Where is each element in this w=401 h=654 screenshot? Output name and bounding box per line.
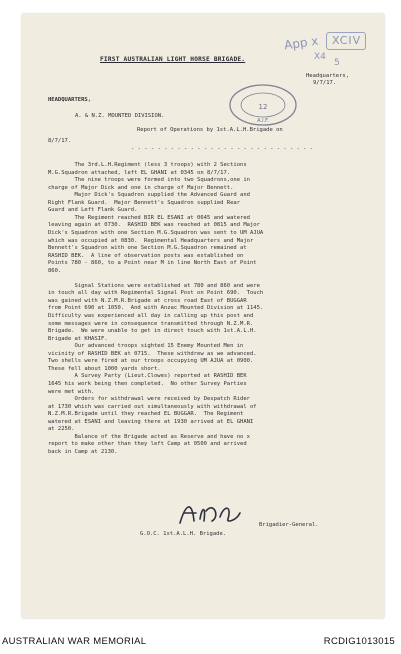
header-headquarters: Headquarters,	[306, 73, 350, 79]
body-line: report to make other than they left Camp at 0500 and arrived	[48, 441, 247, 448]
body-line: Points 780 - 860, to a Point near M in line North East of Point	[48, 260, 257, 267]
body-line: back in Camp at 2130.	[48, 448, 118, 455]
addressee-line-2: A. & N.Z. MOUNTED DIVISION.	[75, 113, 165, 119]
body-line: Major Dick's Squadron supplied the Advanced Guard and	[48, 192, 250, 199]
body-line: Difficulty was experienced all day in calling up this post and	[48, 313, 254, 319]
body-line: M.G.Squadron attached, left EL GHANI at 0345 on 8/7/17.	[48, 169, 231, 176]
body-line: The Regiment reached BIR EL ESANI at 0645 and watered	[48, 214, 250, 221]
body-line: in touch all day with Regimental Signal Post on Point 690. Touch	[48, 290, 264, 297]
body-line: RASHID BEK. A line of observation posts was established on	[48, 252, 244, 259]
body-line: A Survey Party (Lieut.Clowes) reported at RASHID BEK	[48, 373, 247, 380]
body-line: vicinity of RASHID BEK at 0715. These withdrew as we advanced.	[48, 350, 257, 357]
addressee-line-1: HEADQUARTERS,	[48, 97, 92, 103]
body-line: Two shells were fired at our troops occupying UM AJUA at 0900.	[48, 358, 254, 365]
body-line: 860.	[48, 267, 62, 274]
receipt-stamp	[228, 83, 298, 127]
body-line: which was occupied at 0830. Regimental Headquarters and Major	[48, 237, 254, 244]
body-line: leaving again at 0730. RASHID BEK was reached at 0815 and Major	[48, 222, 260, 229]
body-line: Our advanced troops sighted 15 Enemy Mounted Men in	[48, 343, 244, 350]
stamp-number: 12	[258, 103, 268, 111]
body-line: Brigade. We were unable to get in direct touch with 1st.A.L.H.	[48, 328, 257, 335]
body-line: at 1730 which was carried out simultaneously with withdrawal of	[48, 403, 257, 410]
signature	[176, 497, 246, 529]
subject-line: Report of Operations by 1st.A.L.H.Brigade on	[137, 127, 283, 133]
folio-number: XCIV	[332, 34, 362, 47]
body-line: was gained with N.Z.M.R.Brigade at cross road East of BUGGAR	[48, 297, 247, 304]
body-line: Dick's Squadron with one Section M.G.Squadron was sent to UM AJUA	[48, 229, 264, 236]
body-line: Bennett's Squadron with one Section M.G.Squadron remained at	[48, 245, 247, 252]
body-line: N.Z.M.R.Brigade until they reached EL BUGGAR. The Regiment	[48, 411, 244, 418]
body-line: The nine troops were formed into two Squadrons,one in	[48, 177, 250, 184]
body-line: some messages were in consequence transmitted through N.Z.M.R.	[48, 320, 254, 327]
body-line: charge of Major Dick and one in charge of Major Bennett.	[48, 184, 234, 191]
body-line: Right Flank Guard. Major Bennett's Squadron supplied Rear	[48, 199, 241, 206]
footer-record-id: RCDIG1013015	[323, 636, 395, 647]
body-line: Balance of the Brigade acted as Reserve and have no x	[48, 433, 250, 440]
body-line: The 3rd.L.H.Regiment (less 3 troops) with 2 Sections	[48, 162, 247, 168]
body-line: Guard and Left Flank Guard.	[48, 207, 138, 214]
pencil-annotation-prefix: App x	[283, 33, 320, 53]
footer-institution: AUSTRALIAN WAR MEMORIAL	[2, 636, 147, 647]
header-date: 9/7/17.	[313, 80, 337, 86]
stamp-aif: A.I.F.	[257, 118, 269, 124]
document-title: FIRST AUSTRALIAN LIGHT HORSE BRIGADE.	[100, 56, 246, 63]
body-line: 1645 his work being then completed. No other Survey Parties	[48, 380, 247, 387]
body-line: Brigade at KHASIF.	[48, 335, 108, 342]
signoff-rank: Brigadier-General.	[259, 522, 319, 528]
body-line: from Point 690 at 1050. And with Anzac Mounted Division at 1145.	[48, 305, 264, 312]
divider-line: - - - - - - - - - - - - - - - - - - - - - - - - - - - -	[131, 146, 314, 152]
signoff-title: G.O.C. 1st.A.L.H. Brigade.	[140, 531, 227, 537]
body-line: Signal Stations were established at 780 and 860 and were	[48, 282, 260, 289]
body-line: at 2250.	[48, 426, 75, 433]
body-line: watered at ESANI and leaving there at 1930 arrived at EL GHANI	[48, 418, 254, 425]
pencil-page-number: 5	[334, 58, 340, 68]
date-line: 8/7/17.	[48, 138, 72, 144]
pencil-small-number: X4	[314, 52, 326, 62]
body-line: These fell about 1000 yards short.	[48, 365, 161, 372]
body-line: were met with.	[48, 388, 95, 395]
body-line: Orders for withdrawal were received by Despatch Rider	[48, 396, 250, 403]
